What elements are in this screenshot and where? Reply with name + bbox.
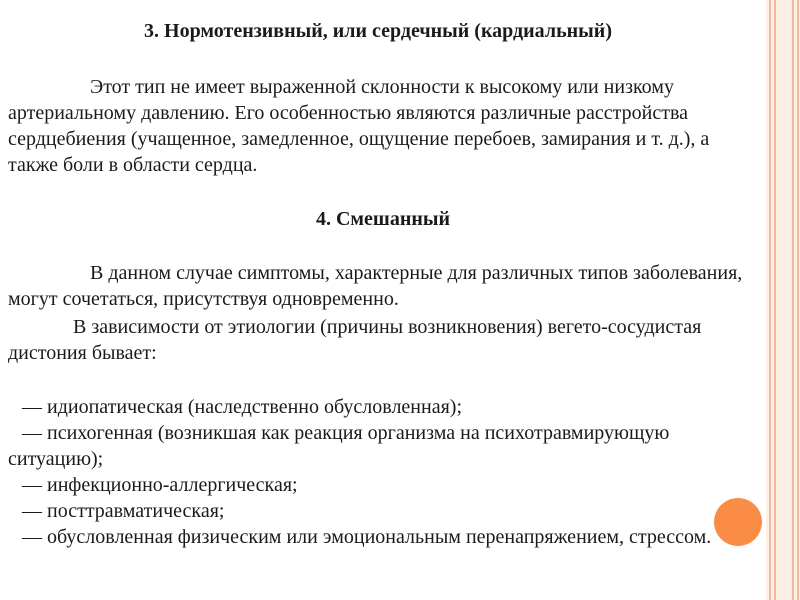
list-item: — психогенная (возникшая как реакция организма на психотравмирующую ситуацию); bbox=[8, 422, 670, 470]
etiology-list bbox=[8, 394, 753, 550]
list-item: — инфекционно-аллергическая; bbox=[22, 474, 298, 496]
paragraph-mixed: В данном случае симптомы, характерные для различных типов заболевания, могут сочетаться, присутствуя одновременно. bbox=[8, 262, 743, 310]
border-line bbox=[769, 0, 771, 600]
paragraph-normotensive: Этот тип не имеет выраженной склонности к высокому или низкому артериальному давлению. Его особенностью являются различные расстройства сердцебиения (учащенное, замедленное, ощущение перебоев, замирания и т. д.), а также боли в области сердца. bbox=[8, 76, 710, 176]
list-item: — обусловленная физическим или эмоциональным перенапряжением, стрессом. bbox=[22, 526, 712, 548]
paragraph-etiology: В зависимости от этиологии (причины возникновения) вегето-сосудистая дистония бывает: bbox=[8, 316, 702, 364]
list-item: — идиопатическая (наследственно обусловленная); bbox=[22, 396, 463, 418]
list-item: — посттравматическая; bbox=[22, 500, 225, 522]
border-line bbox=[774, 0, 776, 600]
section-heading-mixed: 4. Смешанный bbox=[315, 208, 450, 230]
decorative-circle bbox=[714, 498, 762, 546]
decorative-right-border bbox=[766, 0, 800, 600]
border-line bbox=[797, 0, 799, 600]
section-heading-normotensive: 3. Нормотензивный, или сердечный (кардиальный) bbox=[144, 20, 612, 42]
border-line bbox=[792, 0, 794, 600]
